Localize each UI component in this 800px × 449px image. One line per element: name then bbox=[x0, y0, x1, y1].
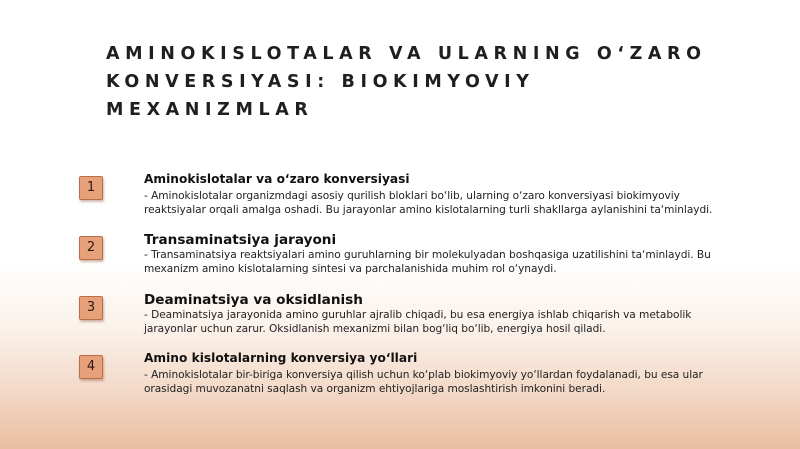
number-badge: 3 bbox=[79, 296, 103, 320]
item-description: - Transaminatsiya reaktsiyalari amino guruhlarning bir molekulyadan boshqasiga uzatilishini ta‘minlaydi. Bu mexanizm amino kislotalarning sintesi va parchalanishida muhim rol o‘ynaydi. bbox=[144, 249, 711, 275]
item-heading: Aminokislotalar va o‘zaro konversiyasi bbox=[144, 172, 410, 186]
item-heading: Transaminatsiya jarayoni bbox=[144, 232, 337, 248]
number-badge: 4 bbox=[79, 355, 103, 379]
item-description: - Deaminatsiya jarayonida amino guruhlar ajralib chiqadi, bu esa energiya ishlab chiqarish va metabolik jarayonlar uchun zarur. Oksidlanish mexanizmi bilan bog‘liq bo‘lib, energiya hosil qiladi. bbox=[144, 309, 692, 335]
number-badge: 1 bbox=[79, 176, 103, 200]
slide-title: AMINOKISLOTALAR VA ULARNING O‘ZARO KONVERSIYASI: BIOKIMYOVIY MEXANIZMLAR bbox=[106, 44, 707, 120]
item-heading: Amino kislotalarning konversiya yo‘llari bbox=[144, 351, 418, 365]
number-badge: 2 bbox=[79, 236, 103, 260]
item-description: - Aminokislotalar bir-biriga konversiya qilish uchun ko‘plab biokimyoviy yo‘llardan foydalanadi, bu esa ular orasidagi muvozanatni saqlash va organizm ehtiyojlariga moslashtirish imkonini beradi. bbox=[144, 369, 703, 395]
item-description: - Aminokislotalar organizmdagi asosiy qurilish bloklari bo‘lib, ularning o‘zaro konversiyasi biokimyoviy reaktsiyalar orqali amalga oshadi. Bu jarayonlar amino kislotalarning turli shakllarga aylanishini ta‘minlaydi. bbox=[144, 190, 713, 216]
item-heading: Deaminatsiya va oksidlanish bbox=[144, 292, 363, 308]
